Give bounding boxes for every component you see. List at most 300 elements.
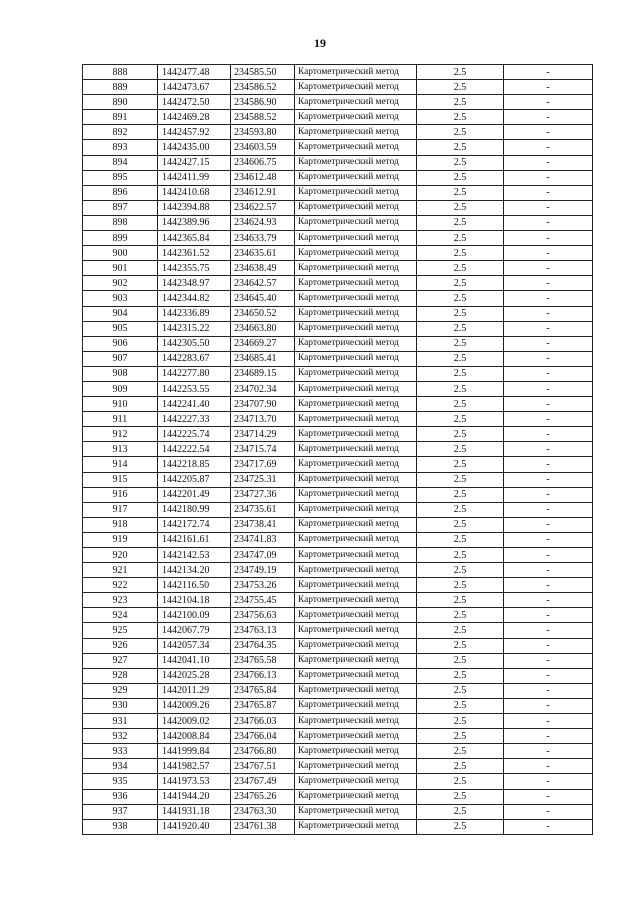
point-number-cell: 897: [83, 200, 158, 215]
precision-cell: 2.5: [417, 65, 504, 80]
y-coordinate-cell: 234741.83: [231, 532, 295, 547]
point-number-cell: 895: [83, 170, 158, 185]
table-row: [83, 548, 593, 563]
point-number-cell: 912: [83, 427, 158, 442]
precision-cell: 2.5: [417, 276, 504, 291]
point-number-cell: 903: [83, 291, 158, 306]
y-coordinate-cell: 234735.61: [231, 502, 295, 517]
precision-cell: 2.5: [417, 321, 504, 336]
x-coordinate-cell: 1442394.88: [158, 200, 231, 215]
precision-cell: 2.5: [417, 155, 504, 170]
x-coordinate-cell: 1442100.09: [158, 608, 231, 623]
y-coordinate-cell: 234761.38: [231, 819, 295, 834]
point-number-cell: 893: [83, 140, 158, 155]
table-row: [83, 789, 593, 804]
description-cell: -: [504, 683, 593, 698]
point-number-cell: 913: [83, 442, 158, 457]
y-coordinate-cell: 234755.45: [231, 593, 295, 608]
y-coordinate-cell: 234642.57: [231, 276, 295, 291]
x-coordinate-cell: 1442344.82: [158, 291, 231, 306]
point-number-cell: 918: [83, 517, 158, 532]
point-number-cell: 932: [83, 729, 158, 744]
x-coordinate-cell: 1442009.02: [158, 714, 231, 729]
table-row: [83, 698, 593, 713]
method-cell: Картометрический метод: [295, 336, 417, 351]
point-number-cell: 905: [83, 321, 158, 336]
table-row: [83, 759, 593, 774]
method-cell: Картометрический метод: [295, 683, 417, 698]
point-number-cell: 901: [83, 261, 158, 276]
x-coordinate-cell: 1442241.40: [158, 397, 231, 412]
point-number-cell: 937: [83, 804, 158, 819]
precision-cell: 2.5: [417, 487, 504, 502]
method-cell: Картометрический метод: [295, 321, 417, 336]
y-coordinate-cell: 234725.31: [231, 472, 295, 487]
table-row: [83, 472, 593, 487]
table-row: [83, 336, 593, 351]
point-number-cell: 917: [83, 502, 158, 517]
x-coordinate-cell: 1442277.80: [158, 366, 231, 381]
precision-cell: 2.5: [417, 231, 504, 246]
table-row: [83, 668, 593, 683]
precision-cell: 2.5: [417, 397, 504, 412]
precision-cell: 2.5: [417, 698, 504, 713]
precision-cell: 2.5: [417, 804, 504, 819]
method-cell: Картометрический метод: [295, 381, 417, 396]
precision-cell: 2.5: [417, 593, 504, 608]
x-coordinate-cell: 1442104.18: [158, 593, 231, 608]
y-coordinate-cell: 234767.51: [231, 759, 295, 774]
precision-cell: 2.5: [417, 638, 504, 653]
method-cell: Картометрический метод: [295, 412, 417, 427]
x-coordinate-cell: 1442348.97: [158, 276, 231, 291]
x-coordinate-cell: 1442222.54: [158, 442, 231, 457]
table-row: [83, 502, 593, 517]
method-cell: Картометрический метод: [295, 804, 417, 819]
precision-cell: 2.5: [417, 261, 504, 276]
table-row: [83, 563, 593, 578]
method-cell: Картометрический метод: [295, 502, 417, 517]
point-number-cell: 914: [83, 457, 158, 472]
point-number-cell: 929: [83, 683, 158, 698]
point-number-cell: 911: [83, 412, 158, 427]
precision-cell: 2.5: [417, 306, 504, 321]
point-number-cell: 930: [83, 698, 158, 713]
y-coordinate-cell: 234593.80: [231, 125, 295, 140]
description-cell: -: [504, 608, 593, 623]
table-row: [83, 110, 593, 125]
description-cell: -: [504, 276, 593, 291]
x-coordinate-cell: 1441999.84: [158, 744, 231, 759]
y-coordinate-cell: 234707.90: [231, 397, 295, 412]
precision-cell: 2.5: [417, 578, 504, 593]
method-cell: Картометрический метод: [295, 744, 417, 759]
description-cell: -: [504, 155, 593, 170]
description-cell: -: [504, 623, 593, 638]
table-row: [83, 457, 593, 472]
x-coordinate-cell: 1442225.74: [158, 427, 231, 442]
method-cell: Картометрический метод: [295, 110, 417, 125]
y-coordinate-cell: 234622.57: [231, 200, 295, 215]
y-coordinate-cell: 234766.80: [231, 744, 295, 759]
table-row: [83, 427, 593, 442]
x-coordinate-cell: 1442067.79: [158, 623, 231, 638]
precision-cell: 2.5: [417, 653, 504, 668]
table-row: [83, 291, 593, 306]
description-cell: -: [504, 110, 593, 125]
table-row: [83, 578, 593, 593]
x-coordinate-cell: 1442361.52: [158, 246, 231, 261]
table-row: [83, 819, 593, 834]
method-cell: Картометрический метод: [295, 366, 417, 381]
method-cell: Картометрический метод: [295, 65, 417, 80]
table-row: [83, 683, 593, 698]
table-row: [83, 276, 593, 291]
precision-cell: 2.5: [417, 336, 504, 351]
point-number-cell: 899: [83, 231, 158, 246]
y-coordinate-cell: 234606.75: [231, 155, 295, 170]
method-cell: Картометрический метод: [295, 638, 417, 653]
point-number-cell: 906: [83, 336, 158, 351]
description-cell: -: [504, 140, 593, 155]
precision-cell: 2.5: [417, 80, 504, 95]
point-number-cell: 904: [83, 306, 158, 321]
precision-cell: 2.5: [417, 95, 504, 110]
description-cell: -: [504, 532, 593, 547]
precision-cell: 2.5: [417, 140, 504, 155]
description-cell: -: [504, 563, 593, 578]
point-number-cell: 926: [83, 638, 158, 653]
precision-cell: 2.5: [417, 819, 504, 834]
point-number-cell: 920: [83, 548, 158, 563]
method-cell: Картометрический метод: [295, 185, 417, 200]
method-cell: Картометрический метод: [295, 306, 417, 321]
table-row: [83, 487, 593, 502]
point-number-cell: 933: [83, 744, 158, 759]
description-cell: -: [504, 819, 593, 834]
method-cell: Картометрический метод: [295, 774, 417, 789]
description-cell: -: [504, 381, 593, 396]
precision-cell: 2.5: [417, 548, 504, 563]
point-number-cell: 938: [83, 819, 158, 834]
method-cell: Картометрический метод: [295, 668, 417, 683]
method-cell: Картометрический метод: [295, 80, 417, 95]
x-coordinate-cell: 1442142.53: [158, 548, 231, 563]
table-row: [83, 215, 593, 230]
table-row: [83, 185, 593, 200]
point-number-cell: 923: [83, 593, 158, 608]
x-coordinate-cell: 1442472.50: [158, 95, 231, 110]
method-cell: Картометрический метод: [295, 698, 417, 713]
x-coordinate-cell: 1442469.28: [158, 110, 231, 125]
point-number-cell: 908: [83, 366, 158, 381]
table-row: [83, 200, 593, 215]
table-row: [83, 517, 593, 532]
x-coordinate-cell: 1442253.55: [158, 381, 231, 396]
description-cell: -: [504, 231, 593, 246]
description-cell: -: [504, 200, 593, 215]
point-number-cell: 935: [83, 774, 158, 789]
point-number-cell: 916: [83, 487, 158, 502]
precision-cell: 2.5: [417, 185, 504, 200]
method-cell: Картометрический метод: [295, 548, 417, 563]
table-row: [83, 246, 593, 261]
x-coordinate-cell: 1442009.26: [158, 698, 231, 713]
x-coordinate-cell: 1442389.96: [158, 215, 231, 230]
y-coordinate-cell: 234717.69: [231, 457, 295, 472]
y-coordinate-cell: 234749.19: [231, 563, 295, 578]
y-coordinate-cell: 234669.27: [231, 336, 295, 351]
method-cell: Картометрический метод: [295, 578, 417, 593]
description-cell: -: [504, 427, 593, 442]
method-cell: Картометрический метод: [295, 427, 417, 442]
y-coordinate-cell: 234765.26: [231, 789, 295, 804]
page-number: 19: [314, 36, 326, 50]
description-cell: -: [504, 306, 593, 321]
x-coordinate-cell: 1442201.49: [158, 487, 231, 502]
table-row: [83, 95, 593, 110]
x-coordinate-cell: 1442205.87: [158, 472, 231, 487]
point-number-cell: 909: [83, 381, 158, 396]
y-coordinate-cell: 234586.52: [231, 80, 295, 95]
y-coordinate-cell: 234753.26: [231, 578, 295, 593]
table-row: [83, 608, 593, 623]
method-cell: Картометрический метод: [295, 457, 417, 472]
point-number-cell: 888: [83, 65, 158, 80]
method-cell: Картометрический метод: [295, 397, 417, 412]
table-row: [83, 397, 593, 412]
table-row: [83, 532, 593, 547]
table-row: [83, 231, 593, 246]
y-coordinate-cell: 234612.91: [231, 185, 295, 200]
y-coordinate-cell: 234685.41: [231, 351, 295, 366]
table-row: [83, 80, 593, 95]
point-number-cell: 925: [83, 623, 158, 638]
table-row: [83, 261, 593, 276]
y-coordinate-cell: 234713.70: [231, 412, 295, 427]
point-number-cell: 898: [83, 215, 158, 230]
table-row: [83, 744, 593, 759]
method-cell: Картометрический метод: [295, 532, 417, 547]
description-cell: -: [504, 366, 593, 381]
precision-cell: 2.5: [417, 125, 504, 140]
table-row: [83, 804, 593, 819]
table-row: [83, 412, 593, 427]
y-coordinate-cell: 234765.58: [231, 653, 295, 668]
table-row: [83, 155, 593, 170]
x-coordinate-cell: 1441982.57: [158, 759, 231, 774]
y-coordinate-cell: 234756.63: [231, 608, 295, 623]
x-coordinate-cell: 1441931.18: [158, 804, 231, 819]
table-row: [83, 593, 593, 608]
table-row: [83, 638, 593, 653]
method-cell: Картометрический метод: [295, 608, 417, 623]
description-cell: -: [504, 397, 593, 412]
method-cell: Картометрический метод: [295, 623, 417, 638]
table-row: [83, 381, 593, 396]
y-coordinate-cell: 234766.13: [231, 668, 295, 683]
point-number-cell: 902: [83, 276, 158, 291]
precision-cell: 2.5: [417, 517, 504, 532]
description-cell: -: [504, 321, 593, 336]
point-number-cell: 890: [83, 95, 158, 110]
precision-cell: 2.5: [417, 563, 504, 578]
y-coordinate-cell: 234727.36: [231, 487, 295, 502]
method-cell: Картометрический метод: [295, 729, 417, 744]
method-cell: Картометрический метод: [295, 231, 417, 246]
point-number-cell: 934: [83, 759, 158, 774]
description-cell: -: [504, 638, 593, 653]
method-cell: Картометрический метод: [295, 155, 417, 170]
y-coordinate-cell: 234689.15: [231, 366, 295, 381]
precision-cell: 2.5: [417, 472, 504, 487]
precision-cell: 2.5: [417, 668, 504, 683]
description-cell: -: [504, 442, 593, 457]
method-cell: Картометрический метод: [295, 714, 417, 729]
x-coordinate-cell: 1442477.48: [158, 65, 231, 80]
description-cell: -: [504, 412, 593, 427]
point-number-cell: 931: [83, 714, 158, 729]
table-row: [83, 321, 593, 336]
description-cell: -: [504, 502, 593, 517]
table-row: [83, 729, 593, 744]
description-cell: -: [504, 215, 593, 230]
table-row: [83, 306, 593, 321]
point-number-cell: 915: [83, 472, 158, 487]
table-row: [83, 623, 593, 638]
point-number-cell: 919: [83, 532, 158, 547]
y-coordinate-cell: 234612.48: [231, 170, 295, 185]
x-coordinate-cell: 1442365.84: [158, 231, 231, 246]
precision-cell: 2.5: [417, 366, 504, 381]
method-cell: Картометрический метод: [295, 819, 417, 834]
precision-cell: 2.5: [417, 442, 504, 457]
precision-cell: 2.5: [417, 381, 504, 396]
precision-cell: 2.5: [417, 744, 504, 759]
y-coordinate-cell: 234663.80: [231, 321, 295, 336]
x-coordinate-cell: 1442355.75: [158, 261, 231, 276]
precision-cell: 2.5: [417, 623, 504, 638]
method-cell: Картометрический метод: [295, 472, 417, 487]
point-number-cell: 927: [83, 653, 158, 668]
x-coordinate-cell: 1441973.53: [158, 774, 231, 789]
y-coordinate-cell: 234702.34: [231, 381, 295, 396]
method-cell: Картометрический метод: [295, 200, 417, 215]
precision-cell: 2.5: [417, 200, 504, 215]
x-coordinate-cell: 1442008.84: [158, 729, 231, 744]
precision-cell: 2.5: [417, 246, 504, 261]
y-coordinate-cell: 234624.93: [231, 215, 295, 230]
y-coordinate-cell: 234763.13: [231, 623, 295, 638]
method-cell: Картометрический метод: [295, 442, 417, 457]
precision-cell: 2.5: [417, 789, 504, 804]
y-coordinate-cell: 234714.29: [231, 427, 295, 442]
x-coordinate-cell: 1442172.74: [158, 517, 231, 532]
table-row: [83, 351, 593, 366]
y-coordinate-cell: 234766.04: [231, 729, 295, 744]
description-cell: -: [504, 95, 593, 110]
description-cell: -: [504, 759, 593, 774]
x-coordinate-cell: 1441920.40: [158, 819, 231, 834]
y-coordinate-cell: 234635.61: [231, 246, 295, 261]
description-cell: -: [504, 578, 593, 593]
x-coordinate-cell: 1442410.68: [158, 185, 231, 200]
x-coordinate-cell: 1442457.92: [158, 125, 231, 140]
table-row: [83, 653, 593, 668]
y-coordinate-cell: 234650.52: [231, 306, 295, 321]
method-cell: Картометрический метод: [295, 563, 417, 578]
y-coordinate-cell: 234765.87: [231, 698, 295, 713]
description-cell: -: [504, 336, 593, 351]
precision-cell: 2.5: [417, 502, 504, 517]
point-number-cell: 892: [83, 125, 158, 140]
point-number-cell: 907: [83, 351, 158, 366]
x-coordinate-cell: 1442218.85: [158, 457, 231, 472]
precision-cell: 2.5: [417, 291, 504, 306]
description-cell: -: [504, 170, 593, 185]
description-cell: -: [504, 774, 593, 789]
point-number-cell: 928: [83, 668, 158, 683]
x-coordinate-cell: 1442473.67: [158, 80, 231, 95]
x-coordinate-cell: 1442227.33: [158, 412, 231, 427]
method-cell: Картометрический метод: [295, 95, 417, 110]
point-number-cell: 921: [83, 563, 158, 578]
x-coordinate-cell: 1442427.15: [158, 155, 231, 170]
y-coordinate-cell: 234633.79: [231, 231, 295, 246]
description-cell: -: [504, 517, 593, 532]
x-coordinate-cell: 1442161.61: [158, 532, 231, 547]
method-cell: Картометрический метод: [295, 759, 417, 774]
precision-cell: 2.5: [417, 729, 504, 744]
coordinates-table-body: [83, 65, 593, 835]
description-cell: -: [504, 744, 593, 759]
y-coordinate-cell: 234764.35: [231, 638, 295, 653]
precision-cell: 2.5: [417, 412, 504, 427]
precision-cell: 2.5: [417, 351, 504, 366]
method-cell: Картометрический метод: [295, 125, 417, 140]
description-cell: -: [504, 804, 593, 819]
method-cell: Картометрический метод: [295, 487, 417, 502]
precision-cell: 2.5: [417, 714, 504, 729]
description-cell: -: [504, 65, 593, 80]
method-cell: Картометрический метод: [295, 653, 417, 668]
point-number-cell: 894: [83, 155, 158, 170]
precision-cell: 2.5: [417, 215, 504, 230]
description-cell: -: [504, 548, 593, 563]
table-row: [83, 125, 593, 140]
point-number-cell: 896: [83, 185, 158, 200]
description-cell: -: [504, 246, 593, 261]
method-cell: Картометрический метод: [295, 291, 417, 306]
y-coordinate-cell: 234603.59: [231, 140, 295, 155]
point-number-cell: 910: [83, 397, 158, 412]
description-cell: -: [504, 653, 593, 668]
description-cell: -: [504, 291, 593, 306]
y-coordinate-cell: 234715.74: [231, 442, 295, 457]
point-number-cell: 900: [83, 246, 158, 261]
description-cell: -: [504, 472, 593, 487]
method-cell: Картометрический метод: [295, 593, 417, 608]
x-coordinate-cell: 1442011.29: [158, 683, 231, 698]
precision-cell: 2.5: [417, 110, 504, 125]
y-coordinate-cell: 234763.30: [231, 804, 295, 819]
method-cell: Картометрический метод: [295, 517, 417, 532]
description-cell: -: [504, 698, 593, 713]
y-coordinate-cell: 234586.90: [231, 95, 295, 110]
method-cell: Картометрический метод: [295, 276, 417, 291]
point-number-cell: 891: [83, 110, 158, 125]
description-cell: -: [504, 351, 593, 366]
